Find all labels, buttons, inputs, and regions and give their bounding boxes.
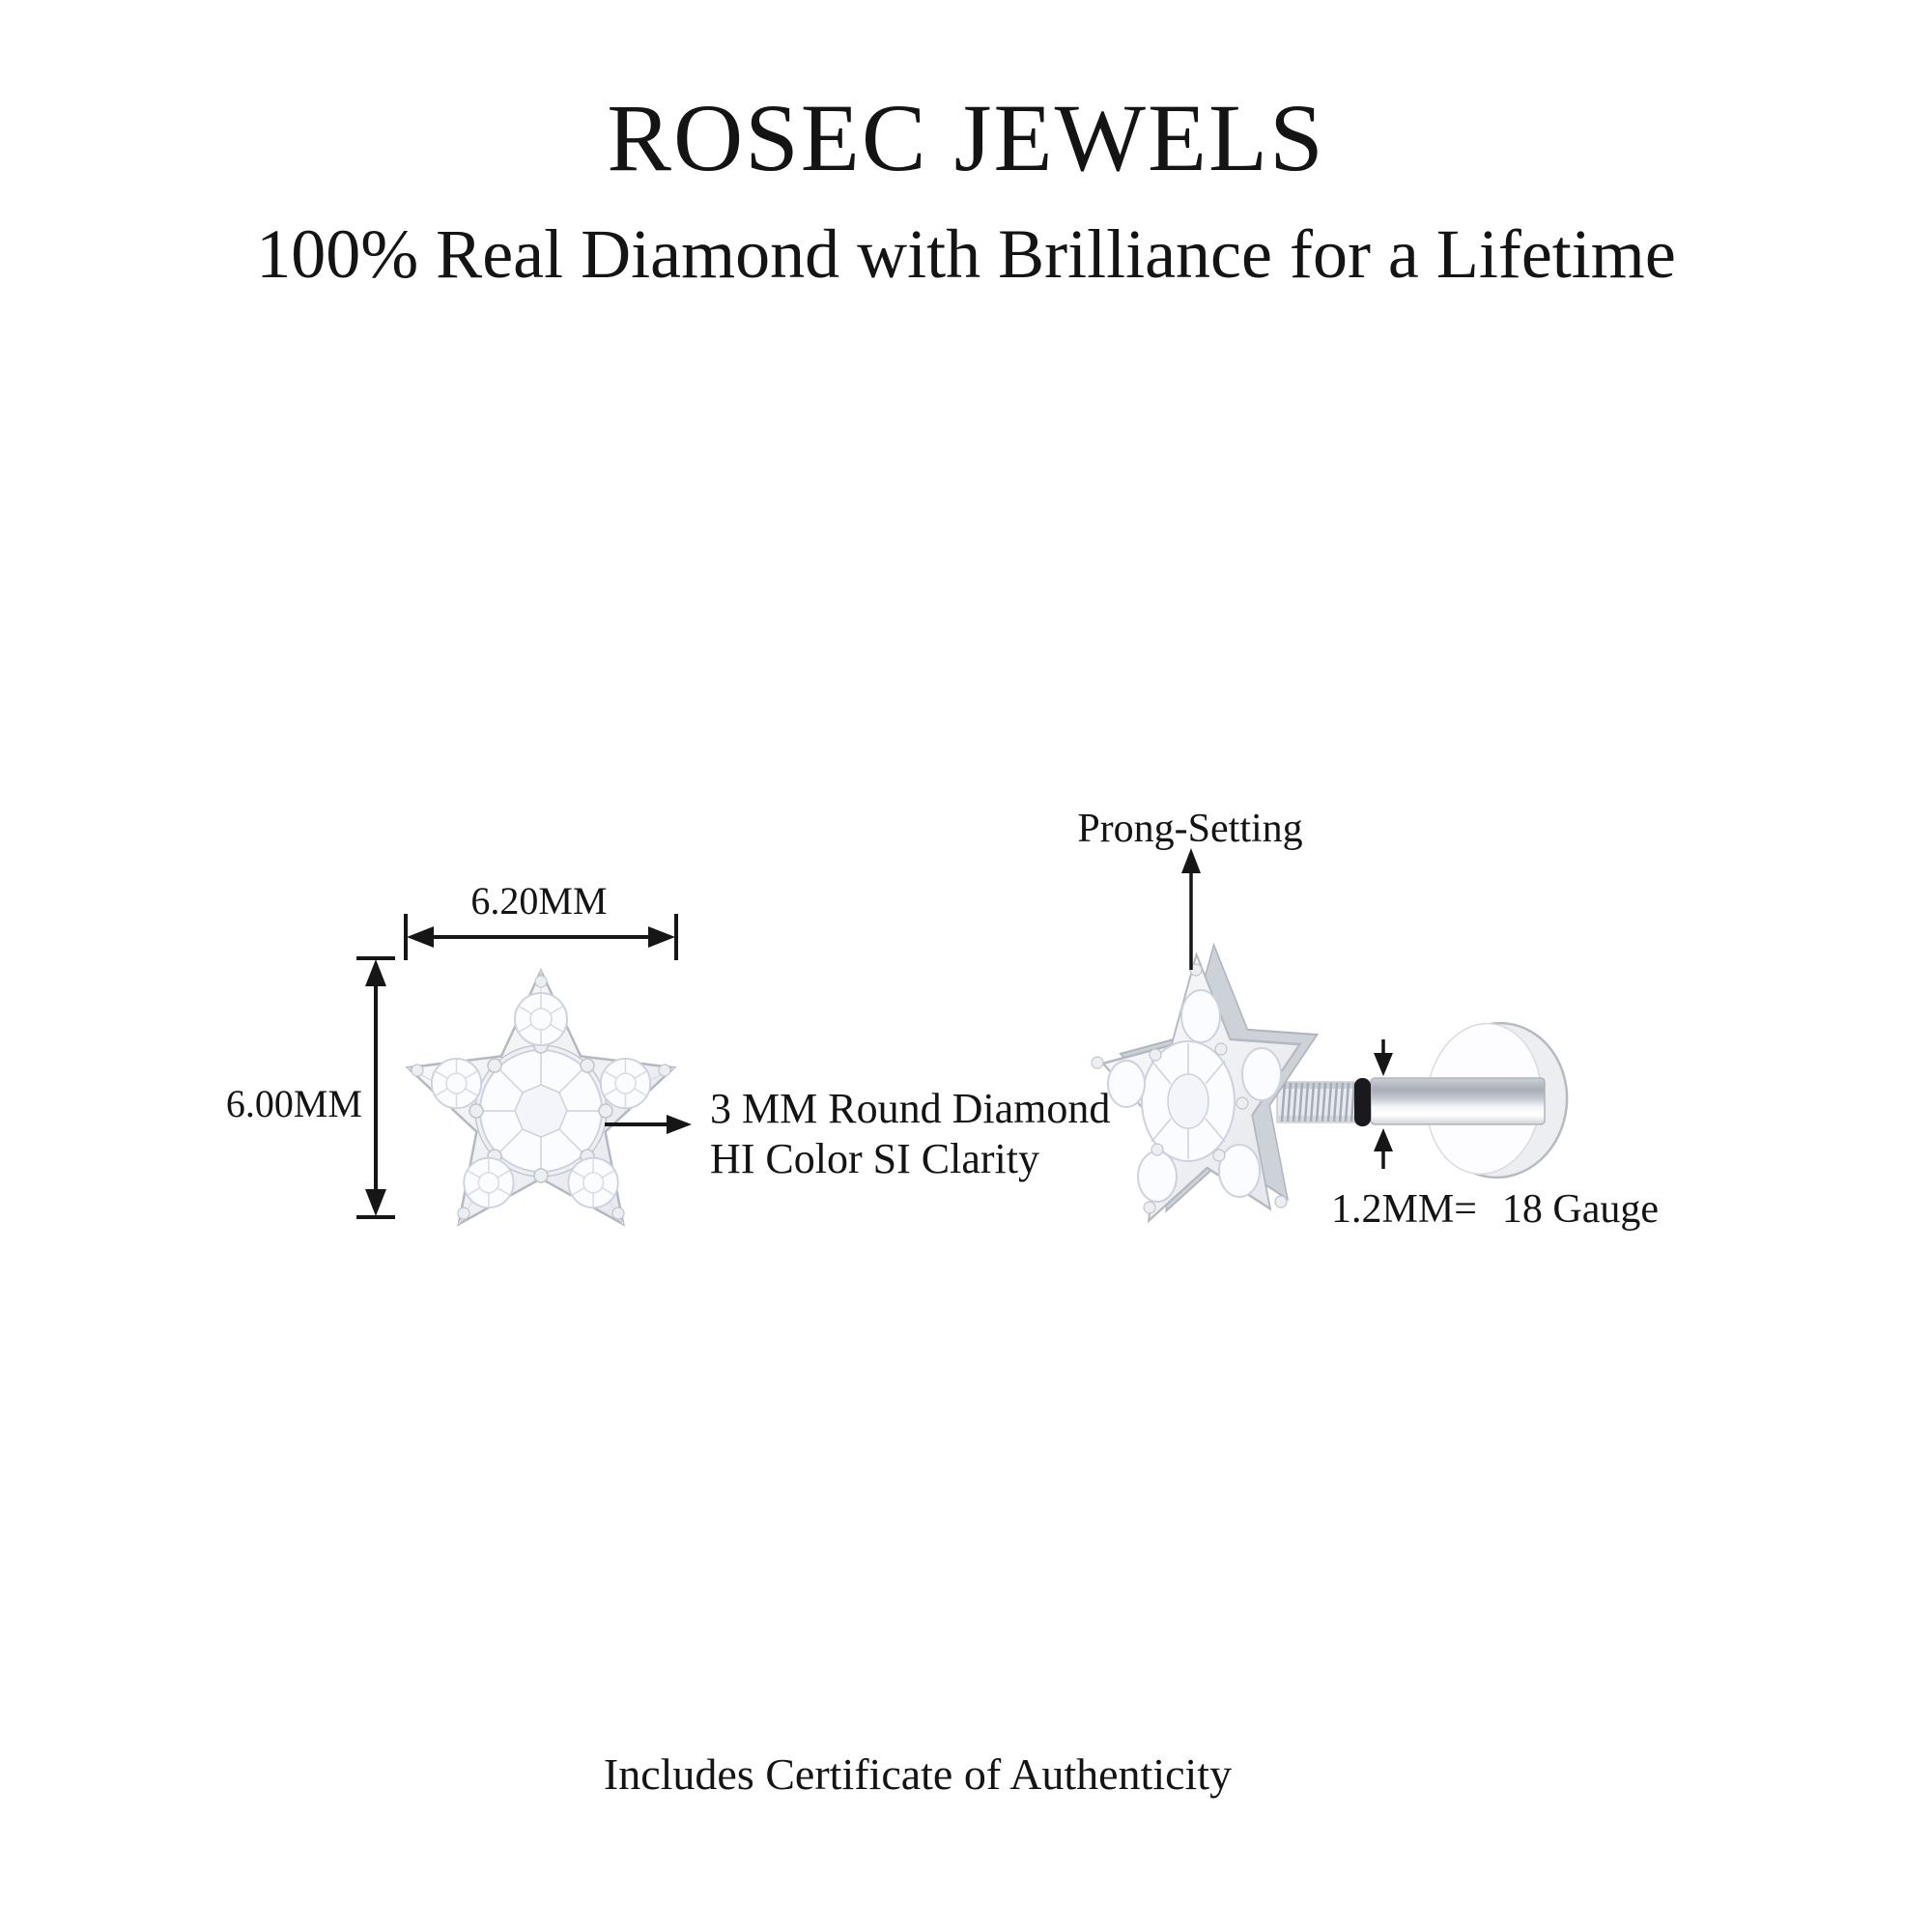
front-view-illustration [408, 971, 674, 1224]
prong-setting-label: Prong-Setting [1077, 807, 1303, 851]
height-dimension-line [356, 958, 395, 1217]
brand-tagline: 100% Real Diamond with Brilliance for a Lifetime [256, 215, 1676, 293]
gauge-label [1331, 1186, 1659, 1233]
certificate-note: Includes Certificate of Authenticity [603, 1749, 1233, 1799]
earring-post [1371, 1078, 1545, 1124]
o-ring [1354, 1078, 1371, 1126]
annotation-line-2: HI Color SI Clarity [710, 1135, 1039, 1182]
width-dimension-label: 6.20MM [470, 879, 608, 923]
threaded-post [1277, 1082, 1356, 1122]
diamond-annotation [710, 1084, 1110, 1184]
gauge-value: 18 Gauge [1501, 1187, 1660, 1232]
annotation-line-1: 3 MM Round Diamond [710, 1085, 1111, 1132]
prong-setting-arrow [1181, 848, 1201, 970]
height-dimension-label: 6.00MM [225, 1082, 362, 1125]
thickness-value: 1.2MM= [1331, 1187, 1477, 1232]
side-view-illustration [1092, 935, 1575, 1224]
brand-title: ROSEC JEWELS [607, 84, 1325, 191]
